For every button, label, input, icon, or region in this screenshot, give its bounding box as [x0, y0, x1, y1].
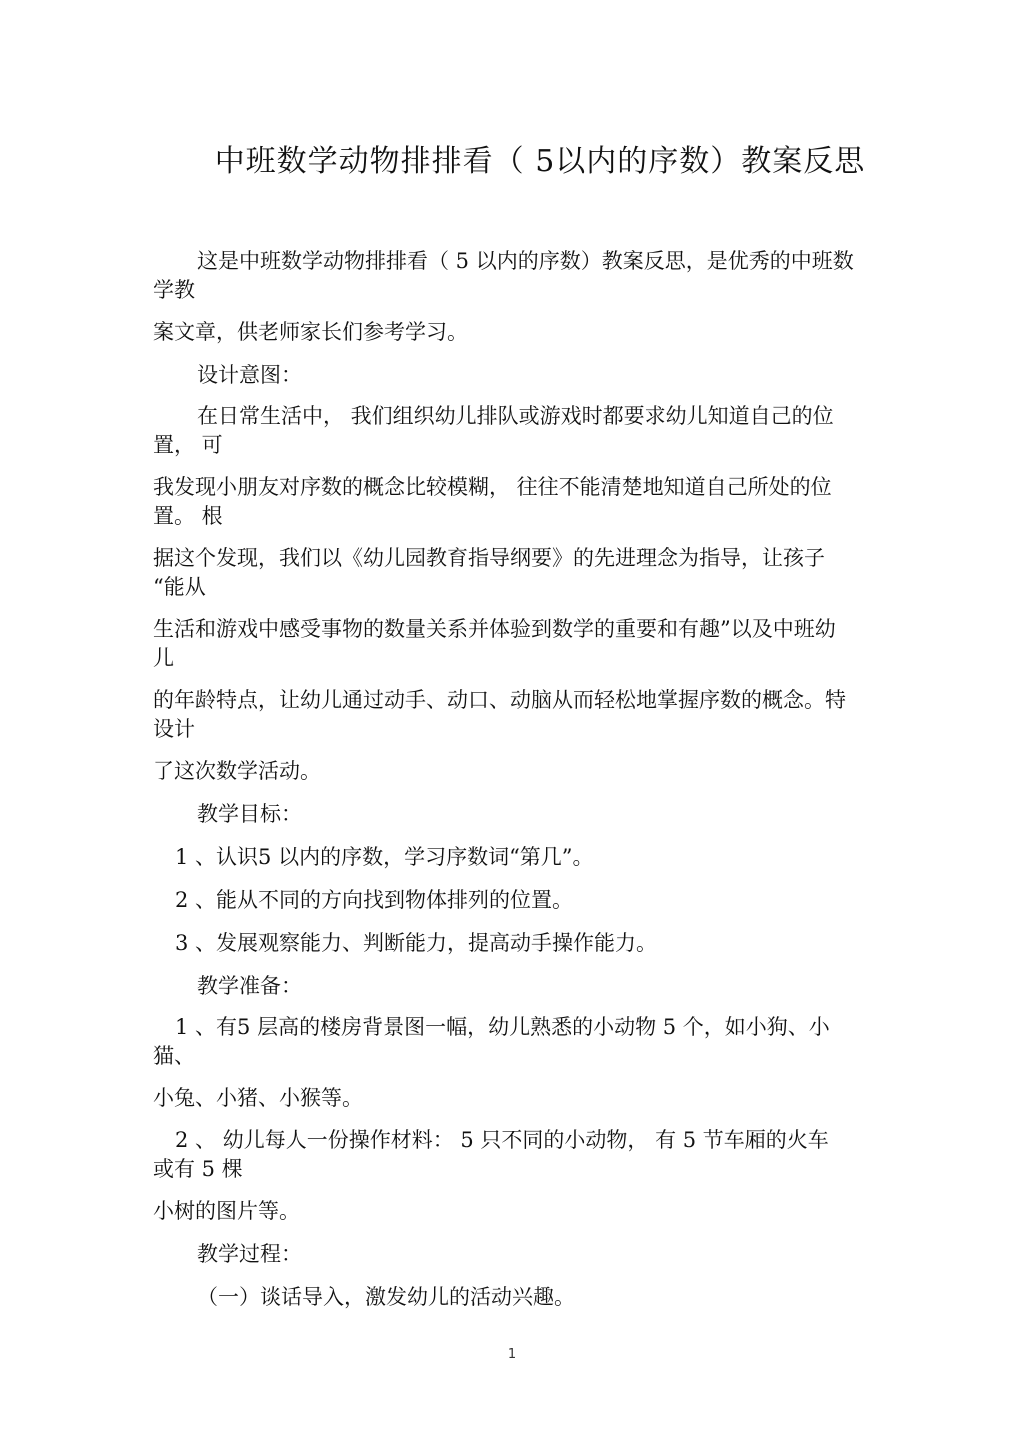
section-heading: 教学准备： — [197, 974, 302, 998]
paragraph-line: 学教 — [153, 278, 195, 302]
list-item: 1 、有5 层高的楼房背景图一幅，幼儿熟悉的小动物 5 个，如小狗、小 — [175, 1015, 830, 1039]
list-item: 2 、 幼儿每人一份操作材料： 5 只不同的小动物， 有 5 节车厢的火车 — [175, 1128, 829, 1152]
document-title: 中班数学动物排排看（ 5以内的序数）教案反思 — [214, 144, 866, 179]
paragraph-line: 我发现小朋友对序数的概念比较模糊， 往往不能清楚地知道自己所处的位 — [153, 475, 832, 499]
paragraph-line: 猫、 — [153, 1044, 195, 1068]
page-number: 1 — [507, 1347, 517, 1362]
paragraph-line: 生活和游戏中感受事物的数量关系并体验到数学的重要和有趣”以及中班幼 — [153, 617, 836, 641]
paragraph-line: 在日常生活中， 我们组织幼儿排队或游戏时都要求幼儿知道自己的位 — [197, 404, 834, 428]
paragraph-line: 小兔、小猪、小猴等。 — [153, 1086, 363, 1110]
paragraph-line: 儿 — [153, 646, 174, 670]
paragraph-line: 案文章，供老师家长们参考学习。 — [153, 320, 468, 344]
paragraph-line: 的年龄特点，让幼儿通过动手、动口、动脑从而轻松地掌握序数的概念。特 — [153, 688, 846, 712]
section-heading: 教学过程： — [197, 1242, 302, 1266]
paragraph-line: 置。 根 — [153, 504, 223, 528]
paragraph-line: 置， 可 — [153, 433, 223, 457]
list-item: 1 、认识5 以内的序数，学习序数词“第几”。 — [175, 845, 594, 869]
paragraph-line: 这是中班数学动物排排看（ 5 以内的序数）教案反思，是优秀的中班数 — [197, 249, 854, 273]
list-item: 3 、发展观察能力、判断能力，提高动手操作能力。 — [175, 931, 658, 955]
paragraph-line: 或有 5 棵 — [153, 1157, 243, 1181]
list-item: 2 、能从不同的方向找到物体排列的位置。 — [175, 888, 574, 912]
paragraph-line: 小树的图片等。 — [153, 1199, 300, 1223]
paragraph-line: （一）谈话导入，激发幼儿的活动兴趣。 — [197, 1285, 575, 1309]
section-heading: 设计意图： — [197, 363, 302, 387]
paragraph-line: 了这次数学活动。 — [153, 759, 321, 783]
paragraph-line: 设计 — [153, 717, 195, 741]
paragraph-line: 据这个发现，我们以《幼儿园教育指导纲要》的先进理念为指导，让孩子 — [153, 546, 825, 570]
section-heading: 教学目标： — [197, 802, 302, 826]
paragraph-line: “能从 — [153, 575, 206, 599]
